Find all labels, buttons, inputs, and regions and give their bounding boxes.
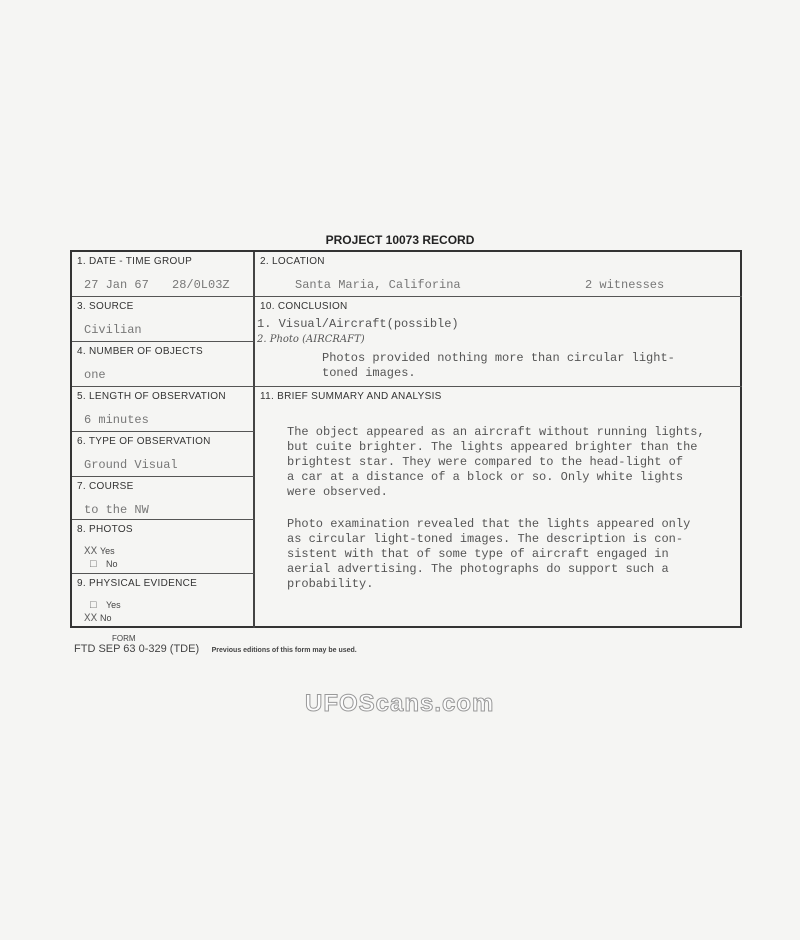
record-form xyxy=(70,250,742,628)
length-field: 5. LENGTH OF OBSERVATION 6 minutes xyxy=(72,387,255,432)
evidence-yes-checkbox[interactable]: □ Yes xyxy=(90,600,121,612)
summary-line: but cuite brighter. The lights appeared brighter than the xyxy=(287,440,698,454)
physical-evidence-field: 9. PHYSICAL EVIDENCE □ Yes XX No xyxy=(72,574,255,628)
form-footer: FORM FTD SEP 63 0-329 (TDE) Previous editions of this form may be used. xyxy=(74,634,357,655)
summary-field: 11. BRIEF SUMMARY AND ANALYSIS The object appeared as an aircraft without running lights, but cuite brighter. The lights appeared brighter than the brightest star. They were compared to the head-light of a car at a distance of a block or so. Only white lights were observed. Photo examination revealed that the lights appeared only as circular light-toned images. The description is con- sistent with that of some type of aircraft engaged in aerial advertising. The photographs do support such a probability. xyxy=(260,391,705,591)
summary-line: brightest star. They were compared to the head-light of xyxy=(287,455,684,469)
source-field: 3. SOURCE Civilian xyxy=(72,297,255,342)
photos-yes-checkbox[interactable]: XX Yes xyxy=(84,546,115,558)
conclusion-text: Photos provided nothing more than circular light- toned images. xyxy=(322,351,675,380)
watermark: UFOScans.com xyxy=(305,690,495,717)
summary-paragraph-1 xyxy=(287,425,705,500)
document-title: PROJECT 10073 RECORD xyxy=(325,233,475,247)
conclusion-item-1: 1. Visual/Aircraft(possible) xyxy=(257,317,459,331)
summary-line: aerial advertising. The photographs do support such a xyxy=(287,562,669,576)
photos-field: 8. PHOTOS XX Yes □ No xyxy=(72,520,255,574)
summary-line: The object appeared as an aircraft without running lights, xyxy=(287,425,705,439)
summary-paragraph-2 xyxy=(287,517,690,592)
summary-line: Photo examination revealed that the lights appeared only xyxy=(287,517,691,531)
date-time-field: 1. DATE - TIME GROUP 27 Jan 67 28/0L03Z xyxy=(72,252,255,297)
summary-line: sistent with that of some type of aircraft engaged in xyxy=(287,547,669,561)
summary-line: as circular light-toned images. The description is con- xyxy=(287,532,684,546)
conclusion-field: 10. CONCLUSION 1. Visual/Aircraft(possible) 2. Photo (AIRCRAFT) Photos provided nothing more than circular light- toned images. xyxy=(255,297,742,387)
photos-no-checkbox[interactable]: □ No xyxy=(90,559,118,571)
course-field: 7. COURSE to the NW xyxy=(72,477,255,520)
location-field: 2. LOCATION Santa Maria, Califorina 2 witnesses xyxy=(255,252,742,297)
summary-line: a car at a distance of a block or so. Only white lights xyxy=(287,470,684,484)
evidence-no-checkbox[interactable]: XX No xyxy=(84,613,112,625)
summary-line: probability. xyxy=(287,577,374,591)
type-field: 6. TYPE OF OBSERVATION Ground Visual xyxy=(72,432,255,477)
conclusion-item-2: 2. Photo (AIRCRAFT) xyxy=(257,334,365,345)
summary-line: were observed. xyxy=(287,485,388,499)
number-of-objects-field: 4. NUMBER OF OBJECTS one xyxy=(72,342,255,387)
